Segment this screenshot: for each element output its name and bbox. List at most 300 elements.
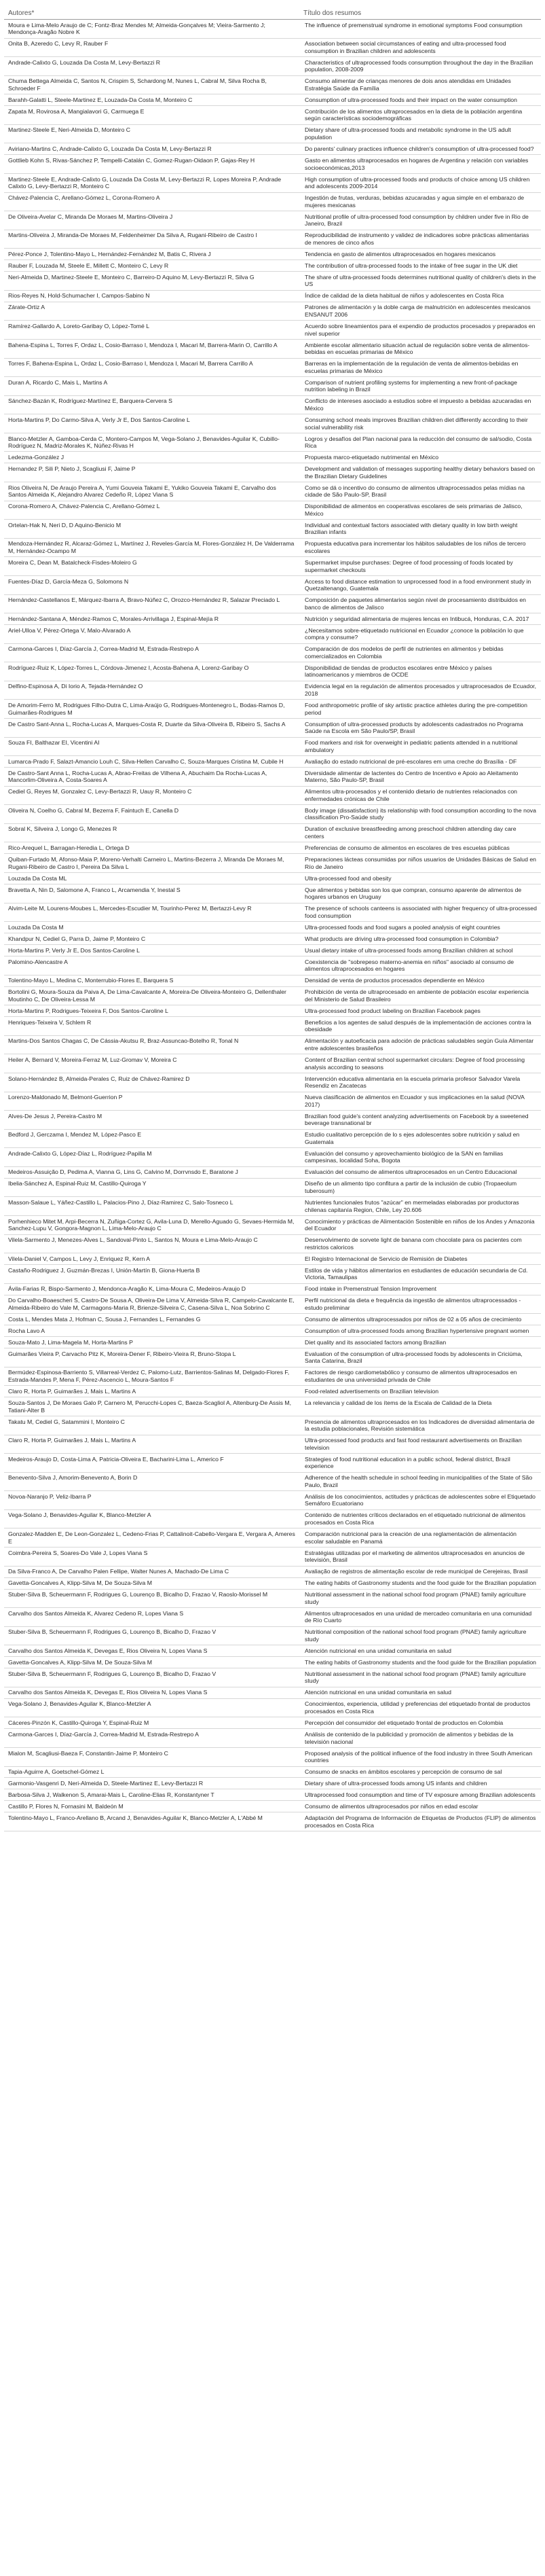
authors-cell: Moreira C, Dean M, Batalcheck-Fisdes-Moleiro G bbox=[4, 557, 299, 576]
abstract-title-cell: Diet quality and its associated factors among Brazilian bbox=[299, 1337, 541, 1348]
authors-cell: Tolentino-Mayo L, Franco-Arellano B, Arcand J, Benavides-Aguilar K, Blanco-Metzler A, L'Abbé M bbox=[4, 1812, 299, 1831]
authors-cell: Stuber-Silva B, Scheuermann F, Rodrigues G, Lourenço B, Bicalho D, Frazao V, Raoslo-Morissel M bbox=[4, 1589, 299, 1608]
abstract-title-cell: Food-related advertisements on Brazilian television bbox=[299, 1386, 541, 1397]
abstract-title-cell: Consumo de snacks en ámbitos escolares y percepción de consumo de sal bbox=[299, 1766, 541, 1778]
abstract-title-cell: El Registro Internacional de Servicio de Remisión de Diabetes bbox=[299, 1253, 541, 1265]
table-row bbox=[4, 1111, 541, 1130]
authors-cell: Hernandez P, Sili P, Nieto J, Scagliusi F, Jaime P bbox=[4, 463, 299, 482]
abstract-title-cell: Alimentos ultraprocesados en una unidad de mercadeo comunitaria en una comunidad de Río Cuarto bbox=[299, 1608, 541, 1627]
abstract-title-cell: Proposed analysis of the political influence of the food industry in three South American countries bbox=[299, 1747, 541, 1766]
table-row bbox=[4, 1166, 541, 1178]
abstract-title-cell: Desenvolvimento de sorvete light de banana com chocolate para os pacientes com restrictos caloricos bbox=[299, 1234, 541, 1253]
abstract-title-cell: Intervención educativa alimentaria en la escuela primaria profesor Salvador Varela Resendiz en Zacatecas bbox=[299, 1073, 541, 1092]
table-row bbox=[4, 358, 541, 377]
table-row bbox=[4, 463, 541, 482]
abstract-title-cell: Comparación nutricional para la creación de una reglamentación de alimentación escolar saludable en Panamá bbox=[299, 1528, 541, 1548]
table-row bbox=[4, 414, 541, 433]
abstract-title-cell: Estudio cualitativo percepción de lo s ejes adolescentes sobre nutrición y salud en Guatemala bbox=[299, 1129, 541, 1148]
abstract-title-cell: Ultra-processed food and obesity bbox=[299, 872, 541, 884]
authors-cell: Alvim-Leite M, Lourens-Moubes L, Mercedes-Escudier M, Tourinho-Perez M, Bertazzi-Levy R bbox=[4, 903, 299, 922]
authors-cell: Castillo P, Flores N, Fornasini M, Baldeón M bbox=[4, 1801, 299, 1812]
abstract-title-cell: Alimentación y autoeficacia para adoción de prácticas saludables según Guía Alimentar entre adolescentes brasileños bbox=[299, 1035, 541, 1054]
table-row bbox=[4, 377, 541, 396]
table-row bbox=[4, 482, 541, 501]
table-row bbox=[4, 174, 541, 193]
table-row bbox=[4, 124, 541, 143]
abstract-title-cell: Nutritional assessment in the national school food program (PNAE) family agriculture study bbox=[299, 1589, 541, 1608]
authors-cell: Martinez-Steele E, Andrade-Calixto G, Louzada Da Costa M, Levy-Bertazzi R, Lopes Moreira P, Andrade Calixto G, Levy-Bertazzi R, Monteiro C bbox=[4, 174, 299, 193]
abstract-title-cell: Avaliação do estado nutricional de pré-escolares em uma creche do Brasília - DF bbox=[299, 756, 541, 768]
table-row bbox=[4, 272, 541, 291]
abstract-title-cell: Atención nutricional en una unidad comunitaria en salud bbox=[299, 1645, 541, 1657]
table-row bbox=[4, 1717, 541, 1729]
authors-cell: Tolentino-Mayo L, Medina C, Monterrubio-Flores E, Barquera S bbox=[4, 975, 299, 986]
authors-cell: Pérez-Ponce J, Tolentino-Mayo L, Hernández-Fernández M, Batis C, Rivera J bbox=[4, 249, 299, 260]
authors-cell: Bahena-Espina L, Torres F, Ordaz L, Cosio-Barraso I, Mendoza I, Macari M, Barrera-Marin O, Carrillo A bbox=[4, 340, 299, 359]
authors-cell: Takatu M, Cediel G, Satammini I, Monteiro C bbox=[4, 1416, 299, 1435]
table-row bbox=[4, 290, 541, 302]
authors-cell: Chuma Bettega Almeida C, Santos N, Crispim S, Schardong M, Nunes L, Cabral M, Silva Rocha B, Schroeder F bbox=[4, 75, 299, 94]
table-row bbox=[4, 1657, 541, 1668]
abstract-title-cell: Consumption of ultra-processed products by adolescents cadastrados no Programa Saúde na Escola em São Paulo/SP, Brasil bbox=[299, 718, 541, 737]
table-row bbox=[4, 1314, 541, 1325]
table-row bbox=[4, 1197, 541, 1216]
authors-cell: Rico-Arequel L, Barragan-Heredia L, Ortega D bbox=[4, 842, 299, 854]
abstract-title-cell: Patrones de alimentación y la doble carga de malnutrición en adolescentes mexicanos ENSANUT 2006 bbox=[299, 302, 541, 321]
authors-cell: Andrade-Calixto G, Louzada Da Costa M, Levy-Bertazzi R bbox=[4, 57, 299, 76]
table-row bbox=[4, 681, 541, 700]
abstract-title-cell: Nutrientes funcionales frutos "azúcar" en mermeladas elaboradas por productoras chilenas capitanía Region, Chile, Ley 20.606 bbox=[299, 1197, 541, 1216]
abstract-title-cell: Contribución de los alimentos ultraprocesados en la dieta de la población argentina según características sociodemográficas bbox=[299, 106, 541, 125]
abstract-title-cell: Ingestión de frutas, verduras, bebidas azucaradas y agua simple en el embarazo de mujeres mexicanas bbox=[299, 192, 541, 211]
authors-cell: Carmona-Garces I, Díaz-García J, Correa-Madrid M, Estrada-Restrepo A bbox=[4, 643, 299, 662]
authors-cell: Bravetta A, Nin D, Salomone A, Franco L, Arcamendia Y, Inestal S bbox=[4, 884, 299, 903]
table-row bbox=[4, 823, 541, 842]
table-row bbox=[4, 230, 541, 249]
abstract-title-cell: Disponibilidad de alimentos en cooperativas escolares de seis primarias de Jalisco, México bbox=[299, 501, 541, 520]
abstract-title-cell: The contribution of ultra-processed foods to the intake of free sugar in the UK diet bbox=[299, 260, 541, 272]
table-row bbox=[4, 933, 541, 945]
abstract-title-cell: Brazilian food guide's content analyzing advertisements on Facebook by a sweetened beverage transnational br bbox=[299, 1111, 541, 1130]
table-row bbox=[4, 106, 541, 125]
abstract-title-cell: Supermarket impulse purchases: Degree of food processing of foods located by supermarket checkouts bbox=[299, 557, 541, 576]
authors-cell: Carmona-Garces I, Díaz-García J, Correa-Madrid M, Estrada-Restrepo A bbox=[4, 1729, 299, 1748]
abstract-title-cell: Evaluación del consumo y aprovechamiento biológico de la SAN en familias campesinas, localidad Soha, Bogota bbox=[299, 1148, 541, 1167]
table-row bbox=[4, 643, 541, 662]
authors-cell: Tapia-Aguirre A, Goetschel-Gómez L bbox=[4, 1766, 299, 1778]
authors-cell: Claro R, Horta P, Guimarães J, Mais L, Martins A bbox=[4, 1435, 299, 1454]
abstract-title-cell: Perfil nutricional da dieta e frequência da ingestão de alimentos ultraprocessados - estudo preliminar bbox=[299, 1295, 541, 1314]
abstract-title-cell: Conflicto de intereses asociado a estudios sobre el impuesto a bebidas azucaradas en México bbox=[299, 395, 541, 414]
table-row bbox=[4, 625, 541, 644]
abstract-title-cell: Nutritional composition of the national school food program (PNAE) family agriculture study bbox=[299, 1626, 541, 1645]
table-row bbox=[4, 986, 541, 1005]
authors-cell: Bermúdez-Espinosa-Barriento S, Villarreal-Verdez C, Palomo-Lutz, Barrientos-Salinas M, Delgado-Flores F, Estrada-Mandes P, Mena F, Pérez-Ascencio L, Moura-Santos F bbox=[4, 1367, 299, 1386]
abstract-title-cell: Consumo alimentar de crianças menores de dois anos atendidas em Unidades Estratégia Saúde da Família bbox=[299, 75, 541, 94]
authors-cell: Horta-Martins P, Do Carmo-Silva A, Verly Jr E, Dos Santos-Caroline L bbox=[4, 414, 299, 433]
abstract-title-cell: Composición de paquetes alimentarios según nivel de procesamiento distribuidos en banco de alimentos de Jalisco bbox=[299, 594, 541, 613]
authors-cell: Castaño-Rodriguez J, Guzmán-Brezas I, Unión-Martín B, Giona-Huerta B bbox=[4, 1265, 299, 1284]
authors-cell: Gavetta-Goncalves A, Klipp-Silva M, De Souza-Silva M bbox=[4, 1657, 299, 1668]
table-row bbox=[4, 260, 541, 272]
authors-cell: Coimbra-Pereira S, Soares-Do Vale J, Lopes Viana S bbox=[4, 1547, 299, 1566]
abstract-title-cell: La relevancia y calidad de los ítems de la Escala de Calidad de la Dieta bbox=[299, 1397, 541, 1416]
table-row bbox=[4, 1367, 541, 1386]
abstract-title-cell: Food markers and risk for overweight in pediatric patients attended in a nutritional ambulatory bbox=[299, 737, 541, 756]
table-row bbox=[4, 38, 541, 57]
abstract-title-cell: Comparison of nutrient profiling systems for implementing a new front-of-package nutrition labeling in Brazil bbox=[299, 377, 541, 396]
authors-cell: Cáceres-Pinzón K, Castillo-Quiroga Y, Espinal-Ruiz M bbox=[4, 1717, 299, 1729]
authors-cell: Rocha Lavo A bbox=[4, 1325, 299, 1337]
authors-cell: Carvalho dos Santos Almeida K, Devegas E, Rios Oliveira N, Lopes Viana S bbox=[4, 1645, 299, 1657]
table-row bbox=[4, 75, 541, 94]
table-row bbox=[4, 786, 541, 805]
abstract-title-cell: The share of ultra-processed foods determines nutritional quality of children's diets in the US bbox=[299, 272, 541, 291]
title-column-header: Título dos resumos bbox=[299, 8, 541, 20]
authors-cell: Mendoza-Hernández R, Alcaraz-Gómez L, Martínez J, Reveles-García M, Flores-González H, De Valderrama M, Hernández-Ocampo M bbox=[4, 538, 299, 557]
abstract-title-cell: The eating habits of Gastronomy students and the food guide for the Brazilian population bbox=[299, 1577, 541, 1589]
table-row bbox=[4, 1626, 541, 1645]
authors-cell: Martinez-Steele E, Neri-Almeida D, Monteiro C bbox=[4, 124, 299, 143]
authors-cell: Fuentes-Díaz D, García-Meza G, Solomons N bbox=[4, 575, 299, 594]
abstract-title-cell: Strategies of food nutritional education in a public school, federal district, Brazil experience bbox=[299, 1454, 541, 1473]
abstract-title-cell: Adherence of the health schedule in school feeding in municipalities of the State of São Paulo, Brazil bbox=[299, 1472, 541, 1491]
table-row bbox=[4, 1054, 541, 1073]
abstract-title-cell: Association between social circumstances of eating and ultra-processed food consumption in Brazilian children and adolescents bbox=[299, 38, 541, 57]
table-row bbox=[4, 1234, 541, 1253]
table-row bbox=[4, 1668, 541, 1687]
abstract-title-cell: Evidencia legal en la regulación de alimentos procesados y ultraprocesados de Ecuador, 2018 bbox=[299, 681, 541, 700]
abstract-title-cell: Nutrición y seguridad alimentaria de mujeres lencas en Intibucá, Honduras, C.A. 2017 bbox=[299, 613, 541, 625]
abstract-title-cell: Preparaciones lácteas consumidas por niños usuarios de Unidades Básicas de Salud en Río de Janeiro bbox=[299, 854, 541, 873]
abstract-title-cell: Consuming school meals improves Brazilian children diet differently according to their social vulnerability risk bbox=[299, 414, 541, 433]
abstract-title-cell: Preferencias de consumo de alimentos en escolares de tres escuelas públicas bbox=[299, 842, 541, 854]
table-row bbox=[4, 1129, 541, 1148]
table-row bbox=[4, 718, 541, 737]
abstract-title-cell: Ultra-processed foods and food sugars a pooled analysis of eight countries bbox=[299, 922, 541, 933]
table-row bbox=[4, 613, 541, 625]
authors-cell: Louzada Da Costa ML bbox=[4, 872, 299, 884]
abstract-title-cell: Dietary share of ultra-processed foods among US infants and children bbox=[299, 1778, 541, 1789]
table-row bbox=[4, 538, 541, 557]
abstract-title-cell: Nutritional assessment in the national school food program (PNAE) family agriculture study bbox=[299, 1668, 541, 1687]
abstract-title-cell: Diversidade alimentar de lactentes do Centro de Incentivo e Apoio ao Aleitamento Materno, São Paulo-SP, Brasil bbox=[299, 768, 541, 787]
abstract-title-cell: The influence of premenstrual syndrome in emotional symptoms Food consumption bbox=[299, 20, 541, 39]
authors-cell: Vilela-Sarmento J, Menezes-Alves L, Sandoval-Pinto L, Santos N, Moura e Lima-Melo-Araujo C bbox=[4, 1234, 299, 1253]
abstract-title-cell: Body image (dissatisfaction) its relationship with food consumption according to the nova classification Pro-Saúde study bbox=[299, 805, 541, 824]
authors-cell: Solano-Hernández B, Almeida-Perales C, Ruiz de Chávez-Ramirez D bbox=[4, 1073, 299, 1092]
authors-cell: Novoa-Naranjo P, Veliz-Ibarra P bbox=[4, 1491, 299, 1510]
abstract-title-cell: Development and validation of messages supporting healthy dietary behaviors based on the Brazilian Dietary Guidelines bbox=[299, 463, 541, 482]
abstract-title-cell: Dietary share of ultra-processed foods and metabolic syndrome in the US adult population bbox=[299, 124, 541, 143]
table-row bbox=[4, 805, 541, 824]
abstract-title-cell: Individual and contextual factors associated with dietary quality in low birth weight Brazilian infants bbox=[299, 520, 541, 539]
authors-cell: Oliveira N, Coelho G, Cabral M, Bezerra F, Faintuch E, Canella D bbox=[4, 805, 299, 824]
abstract-title-cell: Estilos de vida y hábitos alimentarios en estudiantes de educación secundaria de Cd. Victoria, Tamaulipas bbox=[299, 1265, 541, 1284]
table-row bbox=[4, 1325, 541, 1337]
authors-cell: Rios Oliveira N, De Araujo Pereira A, Yumi Gouveia Takami E, Yukiko Gouveia Takami E, Carvalho dos Santos Almeida K, Alejandro Alvarez Cedeño R, López Viana S bbox=[4, 482, 299, 501]
abstract-title-cell: Do parents' culinary practices influence children's consumption of ultra-processed food? bbox=[299, 143, 541, 155]
table-row bbox=[4, 302, 541, 321]
abstract-title-cell: Gasto en alimentos ultraprocesados en hogares de Argentina y relación con variables socioeconómicas,2013 bbox=[299, 155, 541, 174]
authors-cell: Horta-Martins P, Verly Jr E, Dos Santos-Caroline L bbox=[4, 945, 299, 956]
abstract-title-cell: Barreras en la implementación de la regulación de venta de alimentos-bebidas en escuelas primarias de México bbox=[299, 358, 541, 377]
abstract-title-cell: Ultra-processed food product labeling on Brazilian Facebook pages bbox=[299, 1005, 541, 1017]
table-row bbox=[4, 1035, 541, 1054]
abstract-title-cell: Access to food distance estimation to unprocessed food in a food environment study in Quetzaltenango, Guatemala bbox=[299, 575, 541, 594]
authors-cell: Souza-Mato J, Lima-Magela M, Horta-Martins P bbox=[4, 1337, 299, 1348]
table-row bbox=[4, 1801, 541, 1812]
abstract-title-cell: Avaliação de registros de alimentação escolar de rede municipal de Cerejeiras, Brasil bbox=[299, 1566, 541, 1577]
authors-cell: Lumarca-Prado F, Salazt-Amancio Louh C, Silva-Hellen Carvalho C, Souza-Marques Cristina M, Cubile H bbox=[4, 756, 299, 768]
table-row bbox=[4, 249, 541, 260]
authors-cell: Palomino-Alencastre A bbox=[4, 956, 299, 976]
authors-cell: Rauber F, Louzada M, Steele E, Millett C, Monteiro C, Levy R bbox=[4, 260, 299, 272]
abstract-title-cell: Comparación de dos modelos de perfil de nutrientes en alimentos y bebidas comercializados en Colombia bbox=[299, 643, 541, 662]
authors-cell: Moura e Lima-Melo Araujo de C; Fontz-Braz Mendes M; Almeida-Gonçalves M; Vieira-Sarmento J; Mendonça-Aragão Nobre K bbox=[4, 20, 299, 39]
authors-cell: Martins-Oliveira J, Miranda-De Moraes M, Feldenheimer Da Silva A, Rugani-Ribeiro de Castro I bbox=[4, 230, 299, 249]
authors-cell: Louzada Da Costa M bbox=[4, 922, 299, 933]
table-row bbox=[4, 395, 541, 414]
abstract-title-cell: Análisis de contenido de la publicidad y promoción de alimentos y bebidas de la televisión nacional bbox=[299, 1729, 541, 1748]
abstract-title-cell: Consumption of ultra-processed foods and their impact on the water consumption bbox=[299, 94, 541, 106]
authors-cell: Lorenzo-Maldonado M, Belmont-Guerrion P bbox=[4, 1092, 299, 1111]
authors-cell: Torres F, Bahena-Espina L, Ordaz L, Cosio-Barraso I, Mendoza I, Macari M, Barrera Carrillo A bbox=[4, 358, 299, 377]
table-row bbox=[4, 884, 541, 903]
abstract-title-cell: Como se dá o incentivo do consumo de alimentos ultraprocessados pelas mídias na cidade de São Paulo-SP, Brasil bbox=[299, 482, 541, 501]
abstract-title-cell: Atención nutricional en una unidad comunitaria en salud bbox=[299, 1687, 541, 1698]
abstract-title-cell: Índice de calidad de la dieta habitual de niños y adolescentes en Costa Rica bbox=[299, 290, 541, 302]
authors-cell: Claro R, Horta P, Guimarães J, Mais L, Martins A bbox=[4, 1386, 299, 1397]
abstract-title-cell: Que alimentos y bebidas son los que compran, consumo aparente de alimentos de hogares urbanos en Uruguay bbox=[299, 884, 541, 903]
abstract-title-cell: Nueva clasificación de alimentos en Ecuador y sus implicaciones en la salud (NOVA 2017) bbox=[299, 1092, 541, 1111]
authors-cell: Gottlieb Kohn S, Rivas-Sánchez P, Tempelli-Catalán C, Gomez-Rugan-Oidaon P, Gajas-Rey H bbox=[4, 155, 299, 174]
authors-cell: Neri-Almeida D, Martinez-Steele E, Monteiro C, Barreiro-D Aquino M, Levy-Bertazzi R, Silva G bbox=[4, 272, 299, 291]
table-row bbox=[4, 1295, 541, 1314]
table-row bbox=[4, 956, 541, 976]
table-row bbox=[4, 922, 541, 933]
authors-cell: Aviriano-Martins C, Andrade-Calixto G, Louzada Da Costa M, Levy-Bertazzi R bbox=[4, 143, 299, 155]
table-row bbox=[4, 1589, 541, 1608]
abstract-title-cell: Ultra-processed food products and fast food restaurant advertisements on Brazilian television bbox=[299, 1435, 541, 1454]
table-row bbox=[4, 1348, 541, 1367]
abstract-title-cell: Análisis de los conocimientos, actitudes y prácticas de adolescentes sobre el Etiquetado Semáforo Ecuatoriano bbox=[299, 1491, 541, 1510]
table-row bbox=[4, 1789, 541, 1801]
abstract-title-cell: Conocimientos, experiencia, utilidad y preferencias del etiquetado frontal de productos procesados en Costa Rica bbox=[299, 1698, 541, 1717]
table-row bbox=[4, 1687, 541, 1698]
table-row bbox=[4, 1645, 541, 1657]
authors-cell: Alves-De Jesus J, Pereira-Castro M bbox=[4, 1111, 299, 1130]
authors-cell: Barbosa-Silva J, Walkenon S, Amarai-Mais L, Caroline-Elias R, Konstantyner T bbox=[4, 1789, 299, 1801]
authors-cell: Martins-Dos Santos Chagas C, De Cássia-Akutsu R, Braz-Assuncao-Botelho R, Tonal N bbox=[4, 1035, 299, 1054]
table-row bbox=[4, 903, 541, 922]
table-row bbox=[4, 57, 541, 76]
authors-cell: Heiler A, Bernard V, Moreira-Ferraz M, Luz-Gromav V, Moreira C bbox=[4, 1054, 299, 1073]
table-row bbox=[4, 700, 541, 719]
table-row bbox=[4, 1265, 541, 1284]
table-row bbox=[4, 557, 541, 576]
table-row bbox=[4, 1253, 541, 1265]
table-row bbox=[4, 94, 541, 106]
table-row bbox=[4, 20, 541, 39]
table-row bbox=[4, 756, 541, 768]
table-body bbox=[4, 20, 541, 1831]
authors-cell: Gavetta-Goncalves A, Klipp-Silva M, De Souza-Silva M bbox=[4, 1577, 299, 1589]
table-header-row bbox=[4, 8, 541, 20]
abstract-title-cell: Propuesta marco-etiquetado nutrimental en México bbox=[299, 452, 541, 463]
abstract-title-cell: The eating habits of Gastronomy students and the food guide for the Brazilian population bbox=[299, 1657, 541, 1668]
table-row bbox=[4, 768, 541, 787]
table-row bbox=[4, 143, 541, 155]
abstract-title-cell: Presencia de alimentos ultraprocesados en los Indicadores de diversidad alimentaria de la estudia poblacionales, Revisión sistemática bbox=[299, 1416, 541, 1435]
authors-cell: Da Silva-Franco A, De Carvalho Palen Fellipe, Walter Nunes A, Machado-De Lima C bbox=[4, 1566, 299, 1577]
table-row bbox=[4, 1005, 541, 1017]
table-row bbox=[4, 594, 541, 613]
abstract-title-cell: Densidad de venta de productos procesados dependiente en México bbox=[299, 975, 541, 986]
abstract-title-cell: Ultraprocessed food consumption and time of TV exposure among Brazilian adolescents bbox=[299, 1789, 541, 1801]
authors-cell: Souza FI, Balthazar EI, Vicentini AI bbox=[4, 737, 299, 756]
abstract-title-cell: Nutritional profile of ultra-processed food consumption by children under five in Rio de Janeiro, Brazil bbox=[299, 211, 541, 230]
table-row bbox=[4, 1283, 541, 1295]
authors-cell: Cediel G, Reyes M, Gonzalez C, Levy-Bertazzi R, Uauy R, Monteiro C bbox=[4, 786, 299, 805]
abstract-title-cell: Coexistencia de "sobrepeso materno-anemia en niños" asociado al consumo de alimentos ultraprocesados en hogares bbox=[299, 956, 541, 976]
authors-cell: Ramírez-Gallardo A, Loreto-Garibay O, López-Tomé L bbox=[4, 321, 299, 340]
authors-cell: Costa L, Mendes Mata J, Hofman C, Sousa J, Fernandes L, Fernandes G bbox=[4, 1314, 299, 1325]
abstract-title-cell: The presence of schools canteens is associated with higher frequency of ultra-processed food consumption bbox=[299, 903, 541, 922]
authors-cell: De Castro-Sant Anna L, Rocha-Lucas A, Abrao-Freitas de Vilhena A, Abuchaim Da Rocha-Lucas A, Mancorlim-Oliveira A, Costa-Soares A bbox=[4, 768, 299, 787]
table-row bbox=[4, 1416, 541, 1435]
authors-cell: Blanco-Metzler A, Gamboa-Cerda C, Montero-Campos M, Vega-Solano J, Benavides-Aguilar K, Cubillo-Rodríguez N, Madriz-Morales K, Núñez-Rivas H bbox=[4, 433, 299, 452]
table-row bbox=[4, 192, 541, 211]
authors-cell: De Oliveira-Avelar C, Miranda De Moraes M, Martins-Oliveira J bbox=[4, 211, 299, 230]
authors-cell: Barahh-Galatti L, Steele-Martinez E, Louzada-Da Costa M, Monteiro C bbox=[4, 94, 299, 106]
table-row bbox=[4, 842, 541, 854]
authors-cell: Stuber-Silva B, Scheuermann F, Rodrigues G, Lourenço B, Bicalho D, Frazao V bbox=[4, 1668, 299, 1687]
table-row bbox=[4, 1472, 541, 1491]
abstract-title-cell: Percepción del consumidor del etiquetado frontal de productos en Colombia bbox=[299, 1717, 541, 1729]
abstract-title-cell: Alimentos ultra-procesados y el contenido dietario de nutrientes relacionados con enfermedades crónicas de Chile bbox=[299, 786, 541, 805]
abstract-title-cell: High consumption of ultra-processed foods and products of choice among US children and adolescents 2009-2014 bbox=[299, 174, 541, 193]
table-row bbox=[4, 1454, 541, 1473]
authors-cell: Onita B, Azeredo C, Levy R, Rauber F bbox=[4, 38, 299, 57]
abstract-title-cell: Adaptación del Programa de Información de Etiquetas de Productos (FLIP) de alimentos procesados en Costa Rica bbox=[299, 1812, 541, 1831]
table-row bbox=[4, 1729, 541, 1748]
abstract-title-cell: What products are driving ultra-processed food consumption in Colombia? bbox=[299, 933, 541, 945]
abstract-title-cell: Acuerdo sobre lineamientos para el expendio de productos procesados y preparados en nivel superior bbox=[299, 321, 541, 340]
table-row bbox=[4, 1547, 541, 1566]
table-row bbox=[4, 1017, 541, 1036]
abstracts-table bbox=[4, 8, 541, 1831]
table-row bbox=[4, 1698, 541, 1717]
authors-cell: Horta-Martins P, Rodrigues-Teixeira F, Dos Santos-Caroline L bbox=[4, 1005, 299, 1017]
abstract-title-cell: Factores de riesgo cardiometabólico y consumo de alimentos ultraprocesados en estudiantes de una universidad privada de Chile bbox=[299, 1367, 541, 1386]
abstract-title-cell: ¿Necesitamos sobre-etiquetado nutricional en Ecuador ¿conoce la población lo que compra y consume? bbox=[299, 625, 541, 644]
table-row bbox=[4, 155, 541, 174]
abstract-title-cell: Disponibilidad de tiendas de productos escolares entre México y países latinoamericanos y miembros de OCDE bbox=[299, 662, 541, 681]
table-row bbox=[4, 1747, 541, 1766]
table-row bbox=[4, 1386, 541, 1397]
table-row bbox=[4, 520, 541, 539]
authors-cell: Ávila-Farias R, Bispo-Sarmento J, Mendonca-Aragão K, Lima-Moura C, Medeiros-Araujo D bbox=[4, 1283, 299, 1295]
authors-cell: Benevento-Silva J, Amorim-Benevento A, Borin D bbox=[4, 1472, 299, 1491]
abstract-title-cell: Conocimiento y prácticas de Alimentación Sostenible en niños de los Andes y Amazonia del Ecuador bbox=[299, 1215, 541, 1234]
authors-cell: Medeiros-Araujo D, Costa-Lima A, Patricia-Oliveira E, Bacharini-Lima L, Americo F bbox=[4, 1454, 299, 1473]
table-row bbox=[4, 575, 541, 594]
authors-cell: Andrade-Calixto G, López-Díaz L, Rodríguez-Papilla M bbox=[4, 1148, 299, 1167]
table-row bbox=[4, 854, 541, 873]
table-row bbox=[4, 662, 541, 681]
abstract-title-cell: Consumo de alimentos ultraprocesados por niños en edad escolar bbox=[299, 1801, 541, 1812]
abstract-title-cell: Usual dietary intake of ultra-processed foods among Brazilian children at school bbox=[299, 945, 541, 956]
table-row bbox=[4, 1148, 541, 1167]
abstract-title-cell: Food anthropometric profile of sky artistic practice athletes during the pre-competition period bbox=[299, 700, 541, 719]
table-row bbox=[4, 1215, 541, 1234]
authors-cell: De Amorim-Ferro M, Rodrigues Filho-Dutra C, Lima-Araújo G, Rodrigues-Montenegro L, Bodas-Ramos D, Guimarães-Rodrigues M bbox=[4, 700, 299, 719]
table-row bbox=[4, 975, 541, 986]
authors-cell: Guimarães Vieira P, Carvacho Pitz K, Moreira-Dener F, Ribeiro-Vieira R, Bruno-Stopa L bbox=[4, 1348, 299, 1367]
abstract-title-cell: Reproducibilidad de instrumento y validez de indicadores sobre prácticas alimentarias de menores de cinco años bbox=[299, 230, 541, 249]
table-row bbox=[4, 737, 541, 756]
authors-cell: Chávez-Palencia C, Arellano-Gómez L, Corona-Romero A bbox=[4, 192, 299, 211]
table-row bbox=[4, 1092, 541, 1111]
abstract-title-cell: Duration of exclusive breastfeeding among preschool children attending day care centers bbox=[299, 823, 541, 842]
authors-cell: Zárate-Ortiz A bbox=[4, 302, 299, 321]
abstract-title-cell: Consumption of ultra-processed foods among Brazilian hypertensive pregnant women bbox=[299, 1325, 541, 1337]
authors-cell: Hernández-Santana A, Méndez-Ramos C, Morales-Arrivillaga J, Espinal-Mejía R bbox=[4, 613, 299, 625]
authors-cell: Ibelia-Sánchez A, Espinal-Ruiz M, Castillo-Quiroga Y bbox=[4, 1178, 299, 1197]
table-row bbox=[4, 1608, 541, 1627]
table-row bbox=[4, 452, 541, 463]
authors-cell: Mialon M, Scagliusi-Baeza F, Constantin-Jaime P, Monteiro C bbox=[4, 1747, 299, 1766]
table-row bbox=[4, 1491, 541, 1510]
authors-cell: Duran A, Ricardo C, Mais L, Martins A bbox=[4, 377, 299, 396]
abstract-title-cell: Food intake in Premenstrual Tension Improvement bbox=[299, 1283, 541, 1295]
abstract-title-cell: Characteristics of ultraprocessed foods consumption throughout the day in the Brazilian population, 2008-2009 bbox=[299, 57, 541, 76]
table-row bbox=[4, 1812, 541, 1831]
authors-cell: Henriques-Teixeira V, Schlem R bbox=[4, 1017, 299, 1036]
authors-cell: Medeiros-Assuição D, Pedima A, Vianna G, Lins G, Calvino M, Dorrvnsdo E, Baratone J bbox=[4, 1166, 299, 1178]
authors-cell: Rodríguez-Ruiz K, López-Torres L, Córdova-Jimenez I, Acosta-Bahena A, Lorenz-Garibay O bbox=[4, 662, 299, 681]
abstract-title-cell: Propuesta educativa para incrementar los hábitos saludables de los niños de tercero escolares bbox=[299, 538, 541, 557]
table-row bbox=[4, 872, 541, 884]
abstract-title-cell: Prohibición de venta de ultraprocesado en ambiente de población escolar experiencia del Ministerio de Salud Brasileiro bbox=[299, 986, 541, 1005]
table-row bbox=[4, 1528, 541, 1548]
table-row bbox=[4, 945, 541, 956]
abstract-title-cell: Estratégias utilizadas por el marketing de alimentos ultraprocesados en anuncios de televisión, Brasil bbox=[299, 1547, 541, 1566]
table-row bbox=[4, 1766, 541, 1778]
authors-cell: Carvalho dos Santos Almeida K, Devegas E, Rios Oliveira N, Lopes Viana S bbox=[4, 1687, 299, 1698]
authors-cell: Do Carvalho-Boaescheri S, Castro-De Sousa A, Oliveira-De Lima V, Almeida-Silva R, Campelo-Cavalcante E, Almeida-Ribeiro do Vale M, Carmagons-Maria R, Brienze-Silveira C, Casena-Silva L, Noa Sobrino C bbox=[4, 1295, 299, 1314]
table-row bbox=[4, 433, 541, 452]
abstract-title-cell: Contenido de nutrientes críticos declarados en el etiquetado nutricional de alimentos procesados en Costa Rica bbox=[299, 1509, 541, 1528]
authors-cell: Bedford J, Gerczama I, Mendez M, López-Pasco E bbox=[4, 1129, 299, 1148]
abstract-title-cell: Evaluation of the consumption of ultra-processed foods by adolescents in Criciúma, Santa Catarina, Brazil bbox=[299, 1348, 541, 1367]
authors-cell: Bortolini G, Moura-Souza da Paiva A, De Lima-Cavalcante A, Moreira-De Oliveira-Monteiro G, Dellenthaler Moutinho C, De Oliveira-Lessa M bbox=[4, 986, 299, 1005]
abstract-title-cell: Tendencia en gasto de alimentos ultraprocesados en hogares mexicanos bbox=[299, 249, 541, 260]
authors-cell: Sánchez-Bazán K, Rodríguez-Martínez E, Barquera-Cervera S bbox=[4, 395, 299, 414]
table-row bbox=[4, 1337, 541, 1348]
authors-cell: Garmonio-Vasgenri D, Neri-Almeida D, Steele-Martinez E, Levy-Bertazzi R bbox=[4, 1778, 299, 1789]
table-row bbox=[4, 1778, 541, 1789]
table-row bbox=[4, 340, 541, 359]
abstract-title-cell: Consumo de alimentos ultraprocessados por niños de 02 a 05 años de crecimiento bbox=[299, 1314, 541, 1325]
table-row bbox=[4, 321, 541, 340]
table-row bbox=[4, 1509, 541, 1528]
table-row bbox=[4, 1073, 541, 1092]
authors-cell: Porhenhieco Mitet M, Arpi-Becerra N, Zuñiga-Cortez G, Avila-Luna D, Merello-Aguado G, Sevaes-Hermida M, Sanchez-Lupu V, Gongora-Magnon L, Lima-Melo-Araujo C bbox=[4, 1215, 299, 1234]
table-row bbox=[4, 1435, 541, 1454]
authors-cell: Zapata M, Rovirosa A, Mangialavori G, Carmuega E bbox=[4, 106, 299, 125]
